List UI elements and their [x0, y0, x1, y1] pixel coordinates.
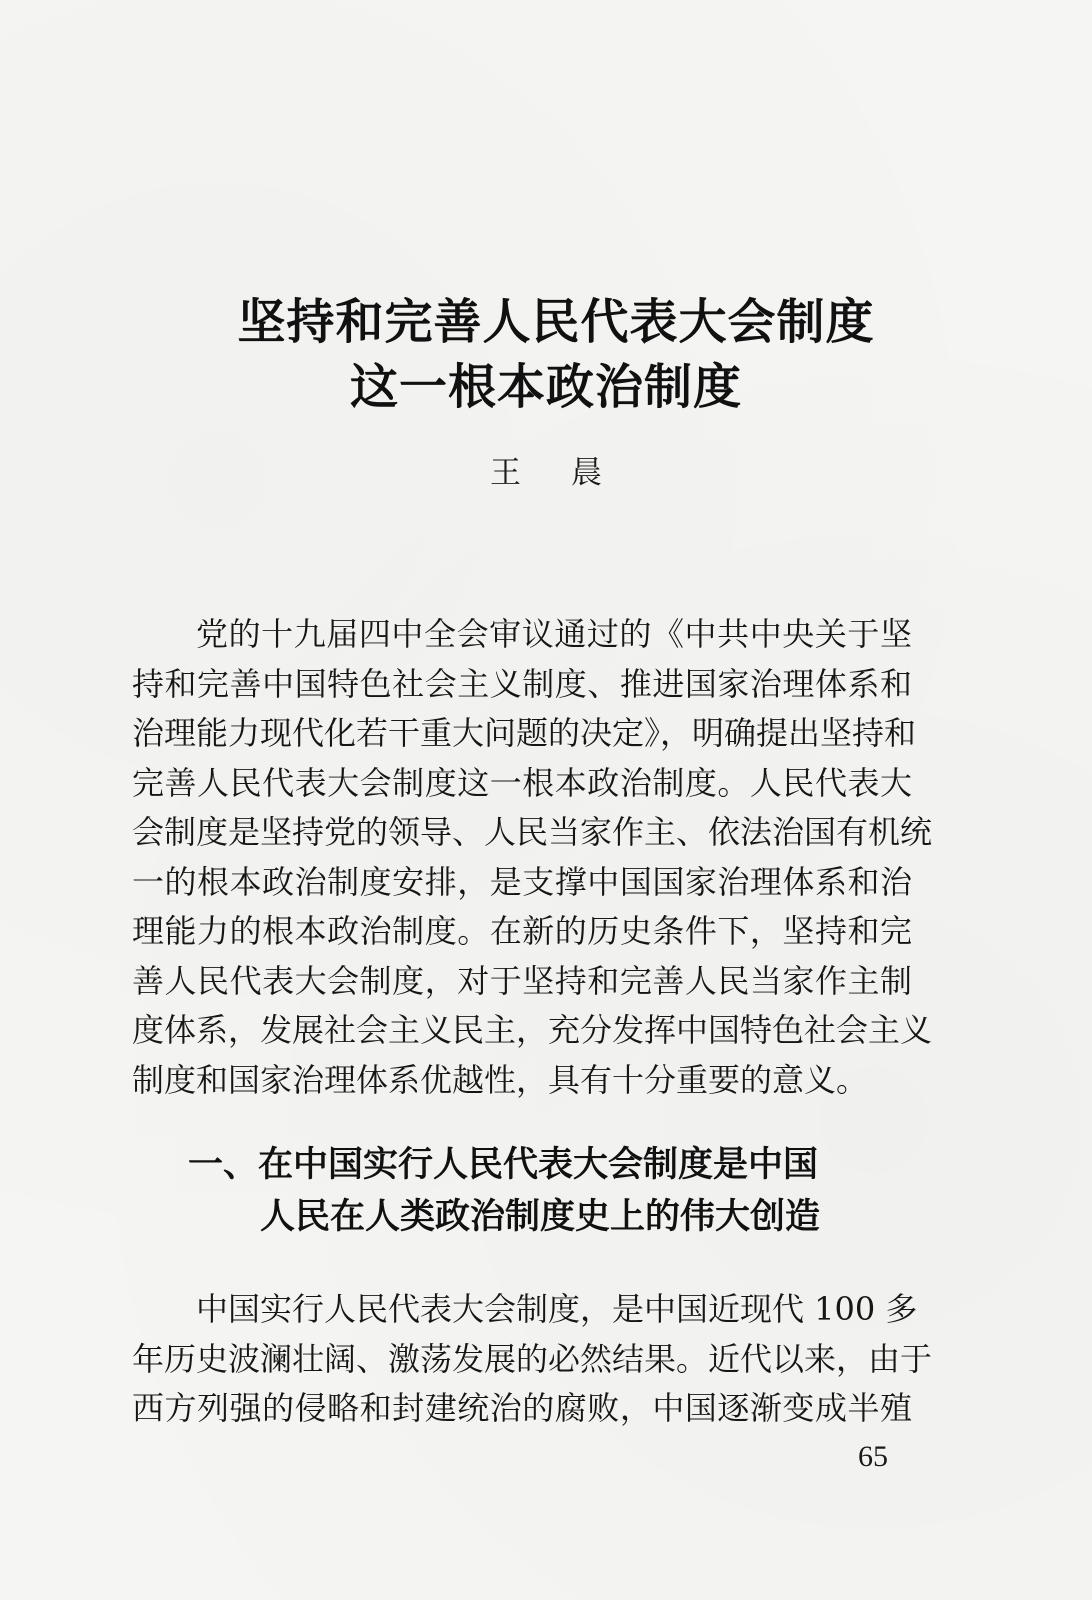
paragraph-line: 一的根本政治制度安排，是支撑中国国家治理体系和治	[132, 862, 912, 901]
paragraph-line: 党的十九届四中全会审议通过的《中共中央关于坚	[196, 615, 912, 653]
paragraph-line: 持和完善中国特色社会主义制度、推进国家治理体系和	[132, 664, 912, 703]
paragraph-line: 善人民代表大会制度，对于坚持和完善人民当家作主制	[132, 961, 912, 1000]
article-title-line-2: 这一根本政治制度	[349, 359, 742, 415]
paragraph-line: 中国实行人民代表大会制度，是中国近现代 100 多	[196, 1290, 918, 1328]
article-title-line-1: 坚持和完善人民代表大会制度	[237, 294, 875, 350]
section-heading-line-1: 一、在中国实行人民代表大会制度是中国	[188, 1145, 819, 1185]
author-name: 王晨	[490, 455, 652, 491]
paragraph-line: 治理能力现代化若干重大问题的决定》，明确提出坚持和	[132, 714, 917, 752]
paragraph-line: 制度和国家治理体系优越性，具有十分重要的意义。	[132, 1060, 869, 1099]
page-number: 65	[858, 1440, 888, 1473]
section-heading-line-2: 人民在人类政治制度史上的伟大创造	[260, 1197, 821, 1237]
intro-paragraph	[132, 610, 933, 1105]
paragraph-line: 度体系，发展社会主义民主，充分发挥中国特色社会主义	[132, 1011, 933, 1049]
paragraph-line: 理能力的根本政治制度。在新的历史条件下，坚持和完	[132, 912, 912, 950]
paragraph-line: 会制度是坚持党的领导、人民当家作主、依法治国有机统	[132, 813, 933, 851]
paragraph-line: 完善人民代表大会制度这一根本政治制度。人民代表大	[132, 763, 912, 802]
paragraph-line: 年历史波澜壮阔、激荡发展的必然结果。近代以来，由于	[132, 1339, 933, 1378]
section-paragraph	[132, 1285, 933, 1434]
paragraph-line: 西方列强的侵略和封建统治的腐败，中国逐渐变成半殖	[132, 1389, 912, 1427]
